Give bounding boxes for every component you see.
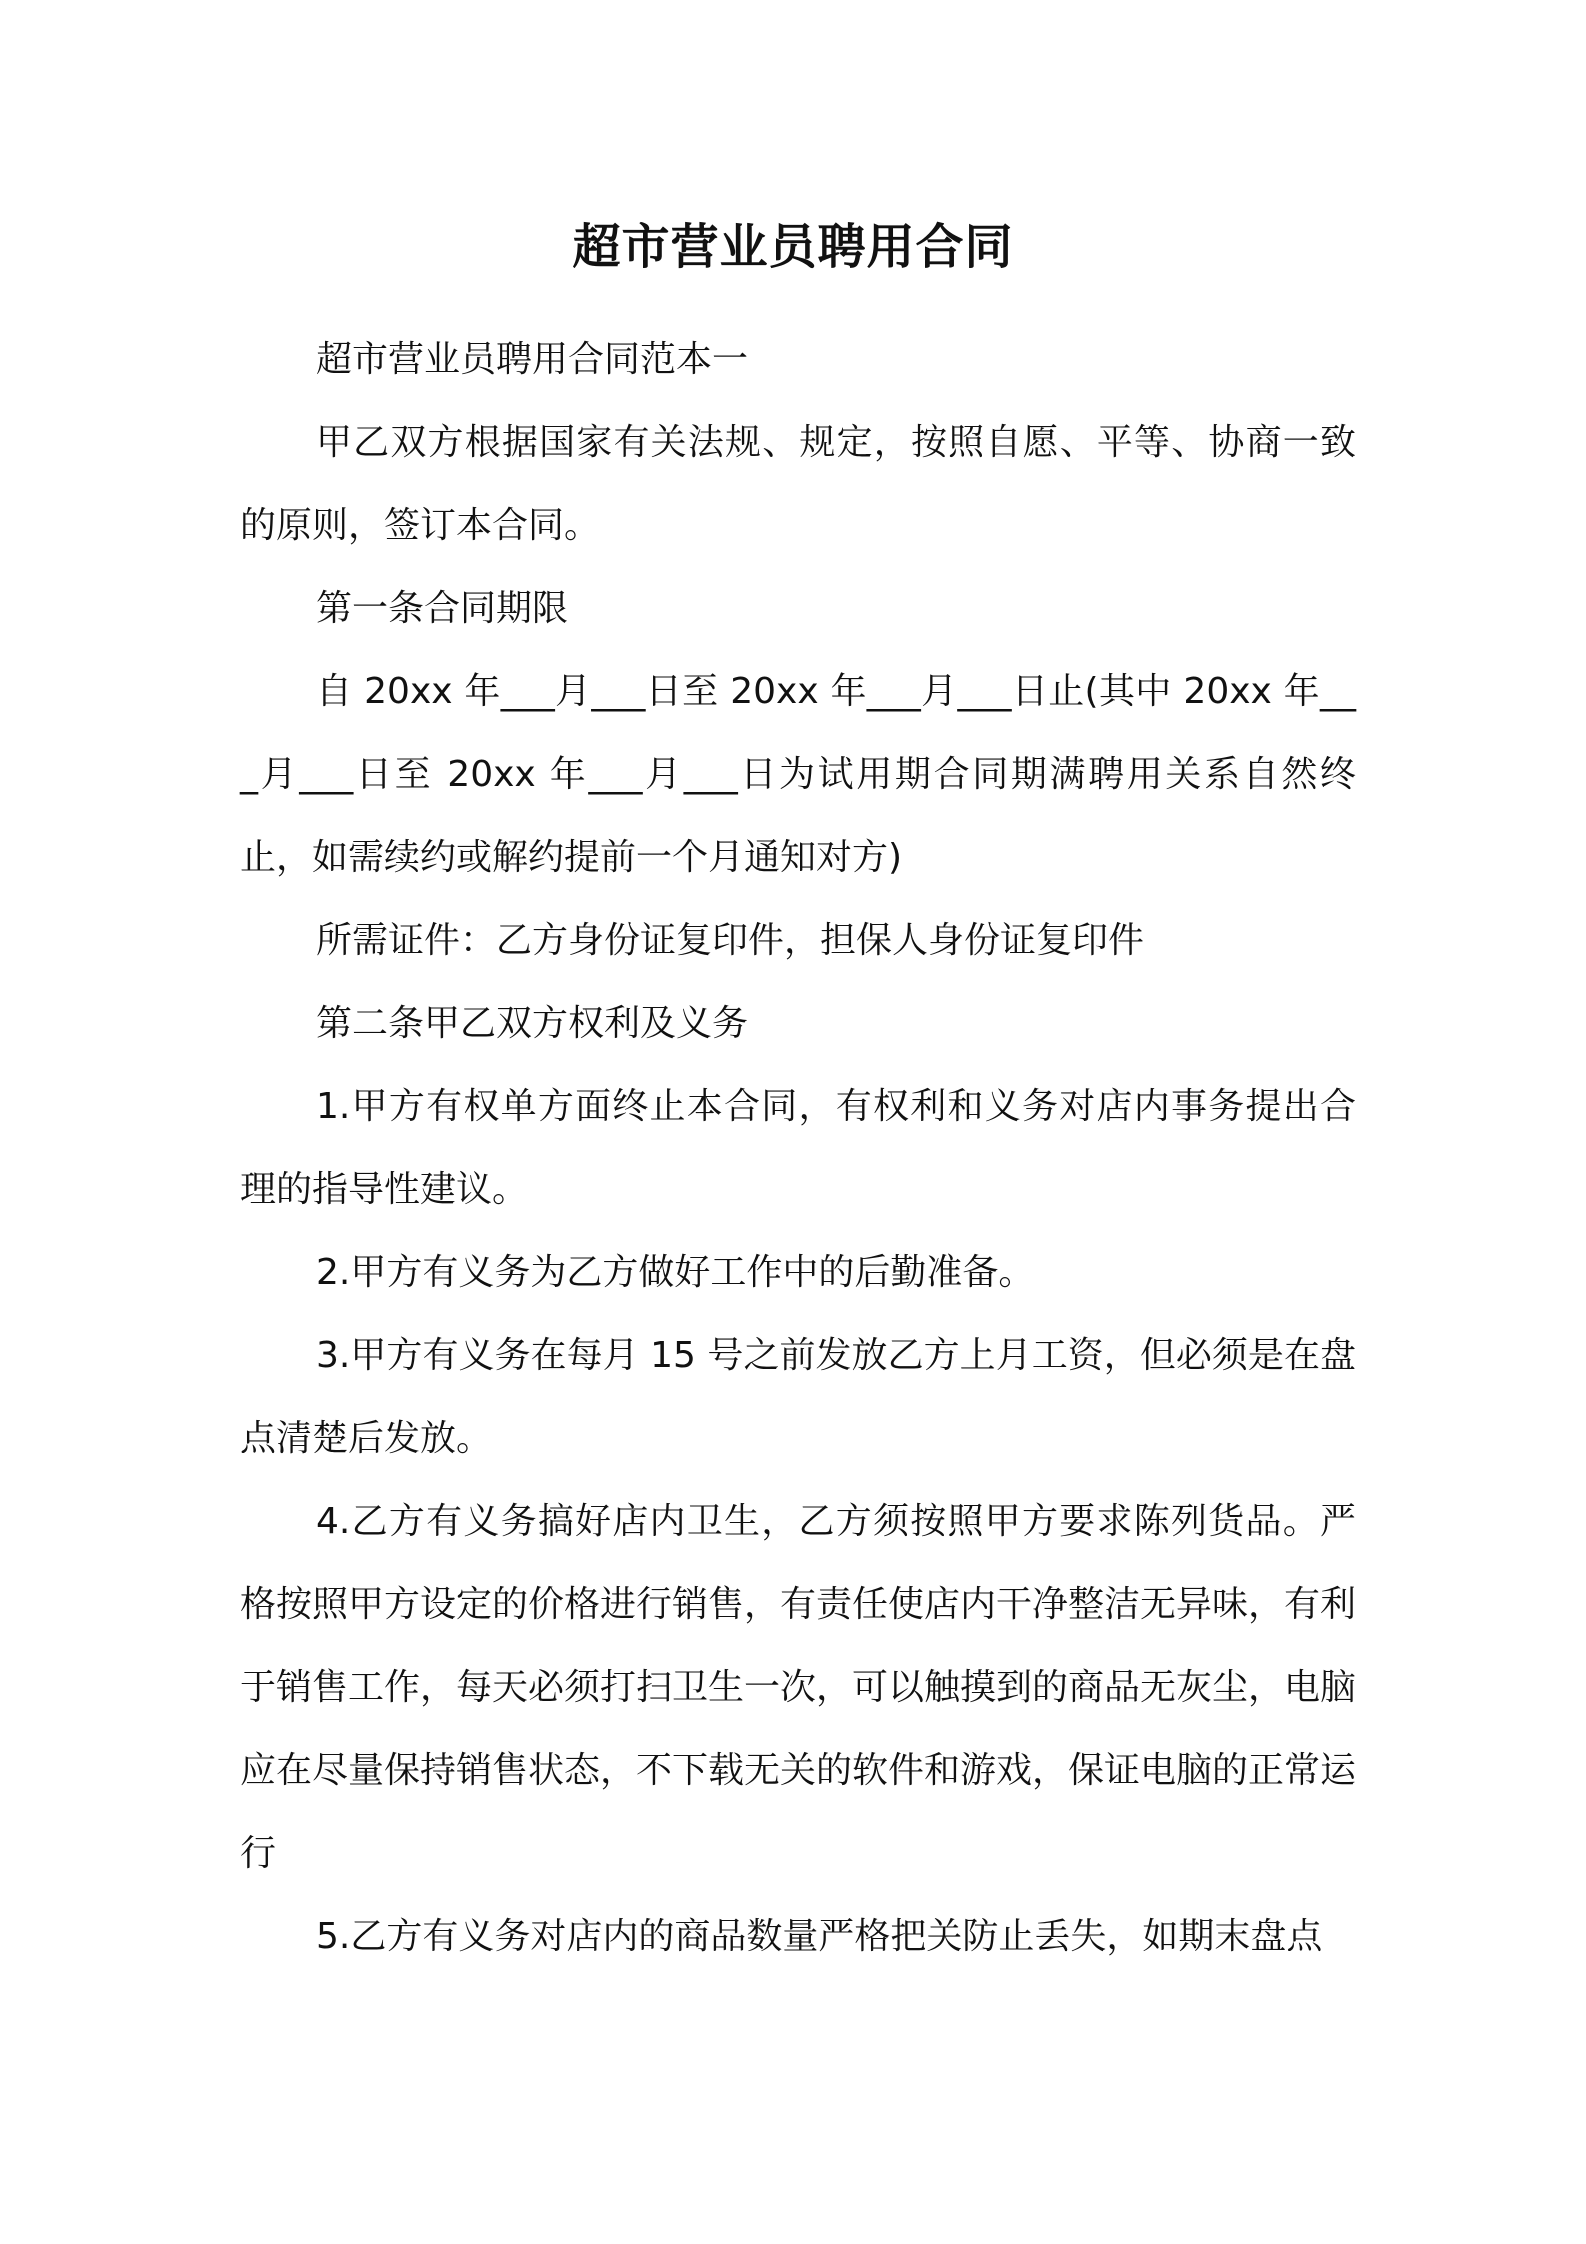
clause-4: 4.乙方有义务搞好店内卫生，乙方须按照甲方要求陈列货品。严格按照甲方设定的价格进行销售，有责任使店内干净整洁无异味，有利于销售工作，每天必须打扫卫生一次，可以触摸到的商品无灰尘，电脑应在尽量保持销售状态，不下载无关的软件和游戏，保证电脑的正常运行 — [240, 1501, 1357, 1874]
document-title: 超市营业员聘用合同 — [572, 219, 1014, 275]
paragraph-documents: 所需证件：乙方身份证复印件，担保人身份证复印件 — [316, 920, 1145, 961]
clause-1: 1.甲方有权单方面终止本合同，有权利和义务对店内事务提出合理的指导性建议。 — [240, 1086, 1356, 1210]
heading-article-1: 第一条合同期限 — [316, 588, 569, 629]
paragraph-preamble: 甲乙双方根据国家有关法规、规定，按照自愿、平等、协商一致的原则，签订本合同。 — [240, 422, 1356, 546]
clause-5: 5.乙方有义务对店内的商品数量严格把关防止丢失，如期末盘点 — [316, 1916, 1323, 1957]
heading-article-2: 第二条甲乙双方权利及义务 — [316, 1003, 749, 1044]
paragraph-subtitle: 超市营业员聘用合同范本一 — [316, 339, 749, 380]
clause-3: 3.甲方有义务在每月 15 号之前发放乙方上月工资，但必须是在盘点清楚后发放。 — [240, 1335, 1356, 1459]
document-body — [240, 318, 1356, 1978]
paragraph-term: 自 20xx 年___月___日至 20xx 年___月___日止(其中 20xx 年___月___日至 20xx 年___月___日为试用期合同期满聘用关系自然终止，如需续约或解约提前一个月通知对方) — [240, 671, 1356, 878]
clause-2: 2.甲方有义务为乙方做好工作中的后勤准备。 — [316, 1252, 1035, 1293]
